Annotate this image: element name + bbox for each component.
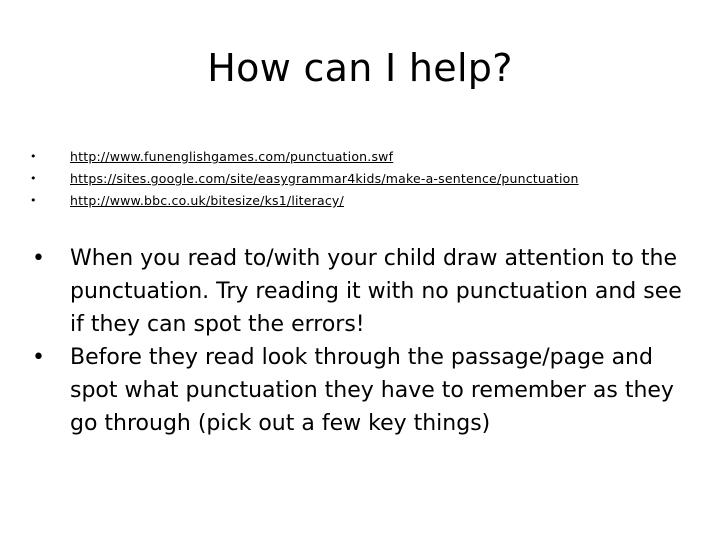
list-item: [30, 168, 690, 190]
list-item: [30, 190, 690, 212]
list-item: [30, 146, 690, 168]
list-item: [32, 242, 692, 341]
slide-title: How can I help?: [207, 46, 513, 90]
bullet-icon: •: [30, 172, 37, 185]
bullet-icon: •: [32, 345, 45, 370]
tips-list: [32, 242, 692, 440]
bullet-icon: •: [30, 150, 37, 163]
link-easygrammar4kids[interactable]: https://sites.google.com/site/easygrammar4kids/make-a-sentence/punctuation: [70, 171, 579, 186]
link-list: [30, 146, 690, 212]
link-bbc-bitesize[interactable]: http://www.bbc.co.uk/bitesize/ks1/literacy/: [70, 193, 344, 208]
link-funenglishgames[interactable]: http://www.funenglishgames.com/punctuation.swf: [70, 149, 394, 164]
tip-text: When you read to/with your child draw attention to the punctuation. Try reading it with no punctuation and see if they can spot the errors!: [70, 246, 682, 337]
tip-text: Before they read look through the passage/page and spot what punctuation they have to remember as they go through (pick out a few key things): [70, 345, 674, 436]
list-item: [32, 341, 692, 440]
bullet-icon: •: [30, 194, 37, 207]
bullet-icon: •: [32, 246, 45, 271]
